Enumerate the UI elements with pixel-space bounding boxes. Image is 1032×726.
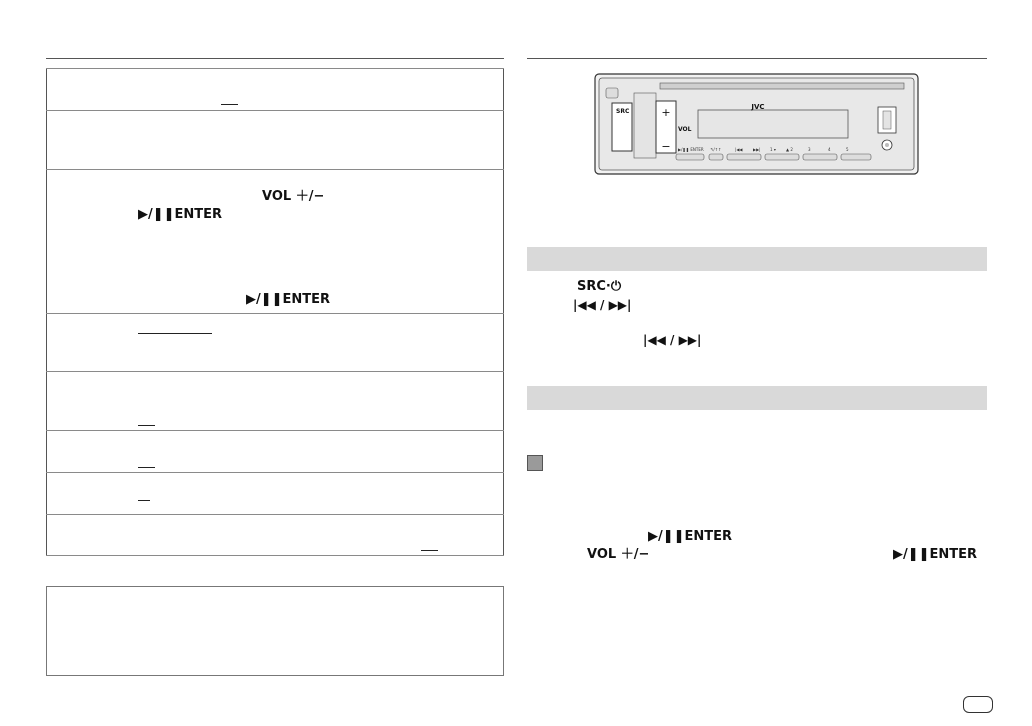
vol-button-glyph: VOL ＋/− xyxy=(262,189,325,204)
table-row xyxy=(46,110,504,111)
default-underline xyxy=(421,550,438,551)
default-underline xyxy=(138,425,155,426)
table-row xyxy=(46,169,504,170)
section-band xyxy=(527,247,987,271)
svg-text:▶▶|: ▶▶| xyxy=(753,147,761,152)
left-header-rule xyxy=(46,58,504,59)
svg-text:VOL: VOL xyxy=(678,126,692,133)
default-underline xyxy=(221,104,238,105)
svg-text:SRC: SRC xyxy=(616,108,630,115)
table-right-border xyxy=(503,68,504,556)
page-number-badge xyxy=(963,696,993,713)
prev-next-glyph: |◀◀ / ▶▶| xyxy=(573,298,632,312)
svg-text:4: 4 xyxy=(828,147,831,152)
section-band xyxy=(527,386,987,410)
table-left-border xyxy=(46,68,47,556)
svg-text:↰/↑↑: ↰/↑↑ xyxy=(710,147,722,152)
faceplate-illustration xyxy=(594,73,919,175)
table-row xyxy=(46,514,504,515)
enter-button-glyph: ▶/❚❚ENTER xyxy=(246,292,331,307)
svg-text:5: 5 xyxy=(846,147,849,152)
table-row xyxy=(46,371,504,372)
table-row xyxy=(46,68,504,69)
svg-text:|◀◀: |◀◀ xyxy=(735,147,743,152)
table-row xyxy=(46,555,504,556)
table-row xyxy=(46,313,504,314)
default-underline xyxy=(138,333,212,334)
subheading-square-icon xyxy=(527,455,543,471)
prev-next-glyph: |◀◀ / ▶▶| xyxy=(643,333,702,347)
svg-text:▲ 2: ▲ 2 xyxy=(786,147,793,152)
svg-text:−: − xyxy=(661,140,671,153)
table-row xyxy=(46,430,504,431)
note-box xyxy=(46,586,504,676)
svg-text:▶/❚❚ ENTER: ▶/❚❚ ENTER xyxy=(678,147,704,152)
svg-text:JVC: JVC xyxy=(751,103,765,111)
default-underline xyxy=(138,500,150,501)
vol-button-glyph: VOL ＋/− xyxy=(587,547,650,562)
svg-text:+: + xyxy=(661,106,671,119)
enter-button-glyph: ▶/❚❚ENTER xyxy=(648,529,733,544)
table-row xyxy=(46,472,504,473)
right-header-rule xyxy=(527,58,987,59)
src-power-glyph: SRC·⏻ xyxy=(577,279,622,294)
svg-text:3: 3 xyxy=(808,147,811,152)
default-underline xyxy=(138,467,155,468)
svg-text:1 ▾: 1 ▾ xyxy=(770,147,776,152)
enter-button-glyph: ▶/❚❚ENTER xyxy=(893,547,978,562)
enter-button-glyph: ▶/❚❚ENTER xyxy=(138,207,223,222)
